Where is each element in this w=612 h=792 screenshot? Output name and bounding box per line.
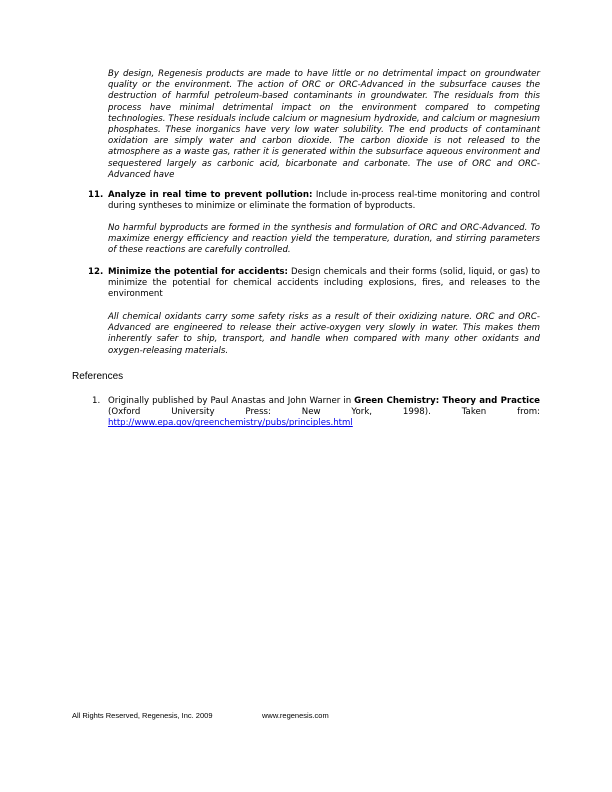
principle-12-note: All chemical oxidants carry some safety risks as a result of their oxidizing nature. ORC and ORC-Advanced are engineered to release their active-oxygen very slowly in water. This makes them inherently safer to ship, transport, and handle when compared with many other oxidants and oxygen-releasing materials.	[108, 312, 540, 356]
principle-number: 11.	[88, 190, 104, 200]
principle-text: Design chemicals and their forms (solid, liquid, or gas) to minimize the potential for chemical accidents including explosions, fires, and releases to the environment	[108, 267, 540, 300]
principle-body	[108, 190, 540, 212]
reference-text-after: (Oxford University Press: New York, 1998). Taken from:	[108, 407, 540, 418]
footer-website: www.regenesis.com	[262, 711, 329, 720]
principle-11-note: No harmful byproducts are formed in the synthesis and formulation of ORC and ORC-Advanced. To maximize energy efficiency and reaction yield the temperature, duration, and stirring parameters of these reactions are carefully controlled.	[108, 223, 540, 256]
reference-item	[92, 396, 540, 430]
principle-12	[88, 267, 540, 301]
principle-text: Include in-process real-time monitoring and control during syntheses to minimize or eliminate the formation of byproducts.	[108, 190, 540, 212]
paragraph-benign-products: By design, Regenesis products are made to have little or no detrimental impact on groundwater quality or the environment. The action of ORC or ORC-Advanced in the subsurface causes the destruction of harmful petroleum-based contaminants in groundwater. The residuals from this process have minimal detrimental impact on the environment compared to competing technologies. These residuals include calcium or magnesium hydroxide, and calcium or magnesium phosphates. These inorganics have very low water solubility. The end products of contaminant oxidation are simply water and carbon dioxide. The carbon dioxide is not released to the atmosphere as a waste gas, rather it is generated within the subsurface aqueous environment and sequestered largely as carbonic acid, bicarbonate and carbonate. The use of ORC and ORC-Advanced have	[108, 69, 540, 180]
reference-number: 1.	[92, 396, 101, 406]
reference-book-title: Green Chemistry: Theory and Practice	[354, 396, 541, 406]
reference-body	[108, 396, 540, 430]
principle-number: 12.	[88, 267, 104, 277]
principle-heading: Analyze in real time to prevent pollution:	[108, 190, 313, 200]
reference-link[interactable]: http://www.epa.gov/greenchemistry/pubs/principles.html	[108, 418, 353, 429]
reference-text-before: Originally published by Paul Anastas and John Warner in	[108, 396, 355, 406]
references-title: References	[72, 371, 124, 382]
principle-heading: Minimize the potential for accidents:	[108, 267, 288, 277]
footer-copyright: All Rights Reserved, Regenesis, Inc. 2009	[72, 711, 213, 720]
principle-body	[108, 267, 540, 301]
principle-11	[88, 190, 540, 212]
